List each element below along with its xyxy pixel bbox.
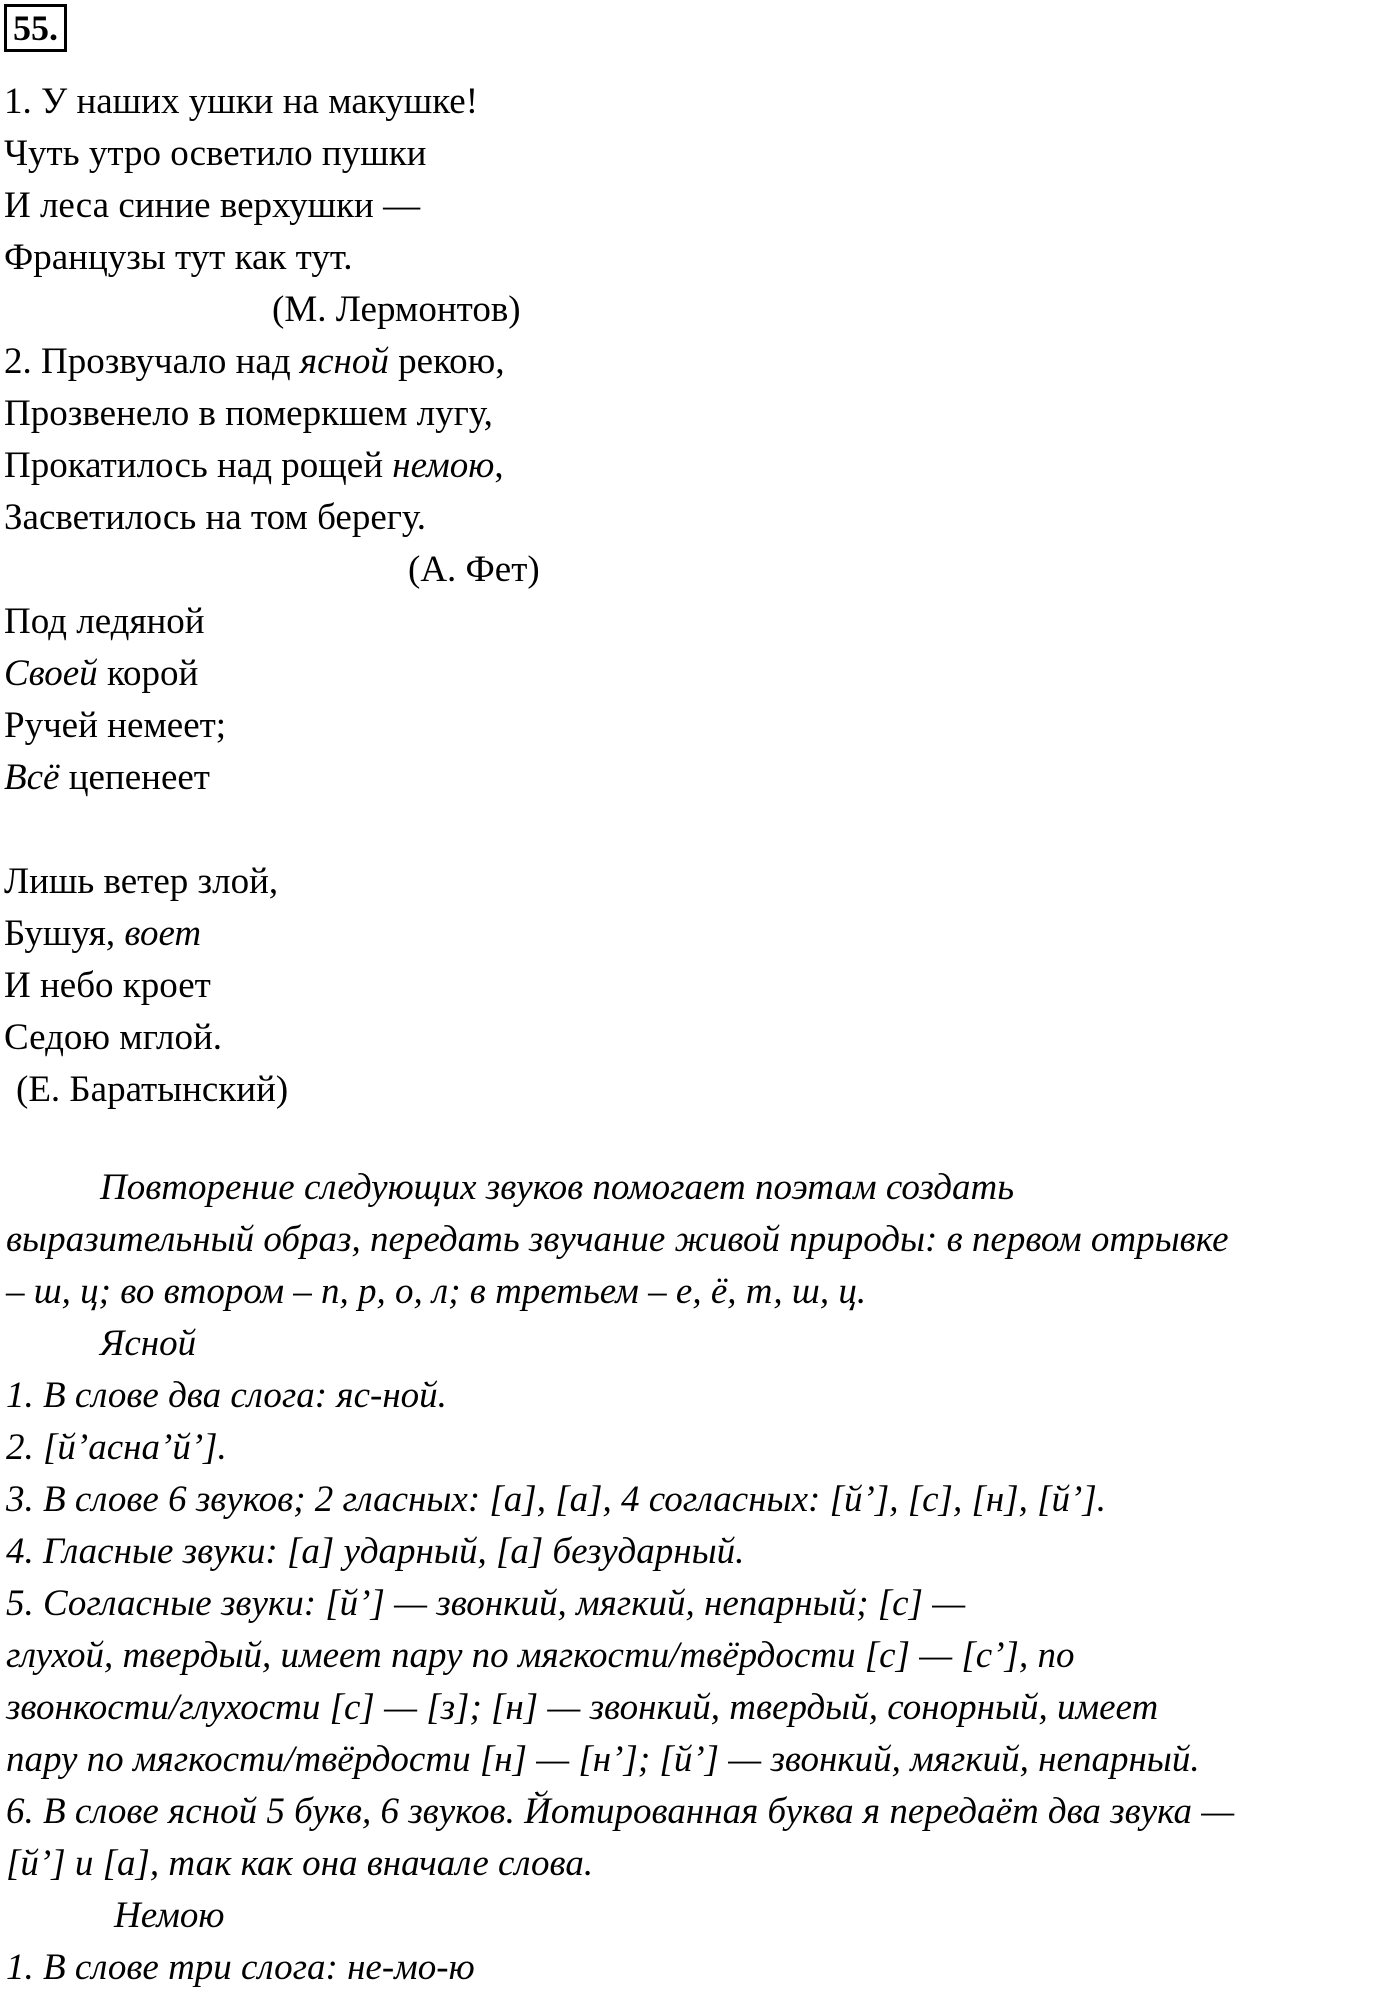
poem-1-line: И леса синие верхушки — [4,185,421,226]
analysis [6,1162,1392,1994]
poem-3-line-3: Ручей немеет; [4,705,227,746]
text: Прокатилось над рощей [4,445,393,486]
poem-2-line-3 [4,440,540,492]
analysis-paragraph-line: Повторение следующих звуков помогает поэтам создать [100,1167,1015,1208]
word-1-title: Ясной [100,1323,197,1364]
poems [4,76,540,1116]
word-1-item: [й’] и [а], так как она вначале слова. [6,1843,594,1884]
word-1-item: 2. [й’асна’й’]. [6,1427,227,1468]
poem-3-line-5: Лишь ветер злой, [4,861,279,902]
highlighted-word: немою [392,445,495,486]
poem-2-line-4: Засветилось на том берегу. [4,497,426,538]
word-1-item: глухой, твердый, имеет пару по мягкости/твёрдости [с] — [с’], по [6,1635,1075,1676]
text: корой [97,653,199,694]
poem-3-author: (Е. Баратынский) [16,1069,289,1110]
text: Бушуя, [4,913,125,954]
word-1-item: 6. В слове ясной 5 букв, 6 звуков. Йотированная буква я передаёт два звука — [6,1791,1235,1832]
text: цепенеет [59,757,210,798]
poem-2-line-1 [4,336,540,388]
poem-2-line-2: Прозвенело в померкшем лугу, [4,393,493,434]
word-1-item: 4. Гласные звуки: [а] ударный, [а] безударный. [6,1531,745,1572]
poem-3-line-6 [4,908,540,960]
text: , [494,445,504,486]
word-2-title: Немою [114,1895,225,1936]
poem-1-line: Чуть утро осветило пушки [4,133,427,174]
word-1-item: пару по мягкости/твёрдости [н] — [н’]; [й’] — звонкий, мягкий, непарный. [6,1739,1200,1780]
highlighted-word: Своей [4,653,98,694]
task-number: 55. [4,4,67,52]
highlighted-word: Всё [4,757,60,798]
analysis-paragraph-line: выразительный образ, передать звучание живой природы: в первом отрывке [6,1219,1229,1260]
text: 2. Прозвучало над [4,341,300,382]
poem-3-line-2 [4,648,540,700]
analysis-paragraph-line: – ш, ц; во втором – п, р, о, л; в третьем – е, ё, т, ш, ц. [6,1271,867,1312]
stanza-gap [4,804,540,856]
poem-3-line-8: Седою мглой. [4,1017,223,1058]
poem-1-line: 1. У наших ушки на макушке! [4,81,479,122]
poem-3 [4,596,540,1116]
poem-3-line-4 [4,752,540,804]
word-1-item: 5. Согласные звуки: [й’] — звонкий, мягкий, непарный; [с] — [6,1583,966,1624]
poem-2-author: (А. Фет) [408,549,540,590]
text: рекою, [388,341,505,382]
highlighted-word: ясной [299,341,389,382]
highlighted-word: воет [124,913,202,954]
poem-3-line-1: Под ледяной [4,601,205,642]
word-2-item: 1. В слове три слога: не-мо-ю [6,1947,475,1988]
poem-3-line-7: И небо кроет [4,965,211,1006]
poem-1 [4,76,540,336]
word-1-item: 1. В слове два слога: яс-ной. [6,1375,447,1416]
poem-2 [4,336,540,596]
word-1-item: звонкости/глухости [с] — [з]; [н] — звонкий, твердый, сонорный, имеет [6,1687,1159,1728]
poem-1-author: (М. Лермонтов) [272,289,521,330]
poem-1-line: Французы тут как тут. [4,237,353,278]
word-1-item: 3. В слове 6 звуков; 2 гласных: [а], [а], 4 согласных: [й’], [с], [н], [й’]. [6,1479,1106,1520]
